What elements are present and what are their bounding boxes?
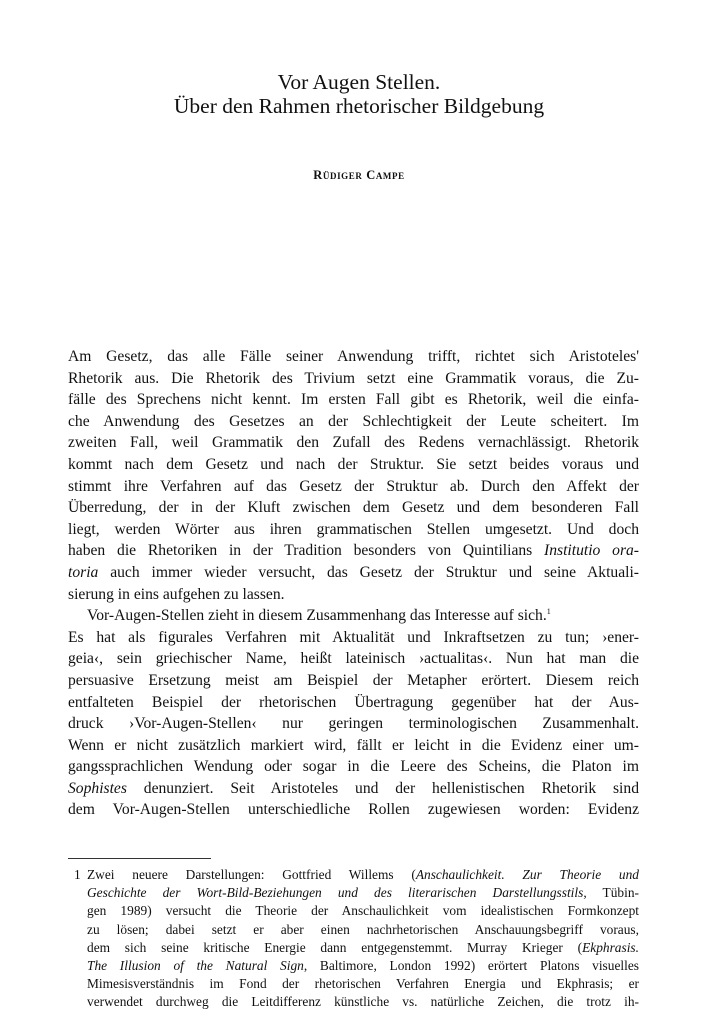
footnote-number: 1 bbox=[74, 867, 81, 882]
footnote-line bbox=[87, 866, 639, 884]
work-title-institutio: Institutio ora- bbox=[544, 542, 639, 560]
text-line bbox=[68, 562, 639, 584]
text-run: Vor-Augen-Stellen zieht in diesem Zusammenhang das Interesse auf sich. bbox=[87, 607, 547, 625]
text-line: stimmt ihre Verfahren auf das Gesetz der Struktur ab. Durch den Affekt der bbox=[68, 477, 639, 495]
text-run: , Tübin- bbox=[583, 885, 640, 901]
italic-run: Anschaulichkeit. Zur Theorie und bbox=[415, 867, 639, 882]
footnote-1 bbox=[68, 866, 639, 1012]
footnote-line: zu lösen; dabei setzt er aber einen nachrhetorischen Anschauungsbegriff voraus, bbox=[87, 921, 639, 937]
text-line: zweiten Fall, weil Grammatik den Zufall des Redens vernachlässigt. Rhetorik bbox=[68, 434, 639, 452]
work-title-sophistes: Sophistes bbox=[68, 779, 127, 797]
text-line: druck ›Vor-Augen-Stellen‹ nur geringen terminologischen Zusammenhalt. bbox=[68, 715, 639, 733]
footnote-line: gen 1989) versucht die Theorie der Anschaulichkeit vom idealistischen Formkonzept bbox=[87, 903, 639, 919]
text-run: denunziert. Seit Aristoteles und der hellenistischen Rhetorik sind bbox=[126, 779, 639, 797]
footnotes bbox=[68, 866, 639, 1012]
text-line: dem Vor-Augen-Stellen unterschiedliche Rollen zugewiesen worden: Evidenz bbox=[68, 801, 639, 819]
text-run: Zwei neuere Darstellungen: Gottfried Willems ( bbox=[87, 867, 416, 882]
text-line: che Anwendung des Gesetzes an der Schlechtigkeit der Leute scheitert. Im bbox=[68, 412, 639, 430]
text-line bbox=[68, 540, 639, 562]
italic-run: Geschichte der Wort-Bild-Beziehungen und des literarischen Darstellungsstils bbox=[87, 885, 584, 901]
paragraph-2 bbox=[68, 605, 639, 821]
footnote-line bbox=[87, 884, 639, 902]
body-text bbox=[68, 346, 639, 821]
title-line-1: Vor Augen Stellen. bbox=[277, 70, 441, 94]
work-title-oratoria: toria bbox=[68, 563, 99, 581]
title-line-2: Über den Rahmen rhetorischer Bildgebung bbox=[173, 94, 545, 118]
footnote-marker[interactable]: 1 bbox=[546, 607, 551, 617]
text-line: Rhetorik aus. Die Rhetorik des Trivium setzt eine Grammatik voraus, die Zu- bbox=[68, 369, 639, 387]
footnote-line bbox=[87, 939, 639, 957]
author-name: Rüdiger Campe bbox=[313, 168, 405, 182]
article-title bbox=[0, 70, 718, 118]
footnote-line: Mimesisverständnis im Fond der rhetorischen Verfahren Energia und Ekphrasis; er bbox=[87, 976, 639, 992]
italic-run: Ekphrasis. bbox=[582, 939, 639, 955]
text-line bbox=[68, 605, 639, 627]
text-line: Es hat als figurales Verfahren mit Aktualität und Inkraftsetzen zu tun; ›ener- bbox=[68, 628, 639, 646]
text-run: , Baltimore, London 1992) erörtert Platons visuelles bbox=[303, 958, 640, 974]
text-line: Am Gesetz, das alle Fälle seiner Anwendung trifft, richtet sich Aristoteles' bbox=[68, 348, 639, 365]
text-run: haben die Rhetoriken in der Tradition besonders von Quintilians bbox=[68, 542, 545, 560]
italic-run: The Illusion of the Natural Sign bbox=[87, 958, 304, 974]
text-line: persuasive Ersetzung meist am Beispiel der Metapher erörtert. Diesem reich bbox=[68, 671, 639, 689]
text-line: liegt, werden Wörter aus ihren grammatischen Stellen umgesetzt. Und doch bbox=[68, 520, 639, 538]
text-line: gangssprachlichen Wendung oder sogar in die Leere des Scheins, die Platon im bbox=[68, 758, 639, 776]
text-line: kommt nach dem Gesetz und nach der Struktur. Sie setzt beides voraus und bbox=[68, 455, 639, 473]
text-run: auch immer wieder versucht, das Gesetz der Struktur und seine Aktuali- bbox=[98, 563, 639, 581]
text-run: dem sich seine kritische Energie dann entgegenstemmt. Murray Krieger ( bbox=[87, 939, 583, 955]
text-line: geia‹, sein griechischer Name, heißt lateinisch ›actualitas‹. Nun hat man die bbox=[68, 650, 639, 668]
footnote-line: verwendet durchweg die Leitdifferenz künstliche vs. natürliche Zeichen, die trotz ih- bbox=[87, 994, 639, 1010]
text-line bbox=[68, 778, 639, 800]
footnote-separator bbox=[68, 858, 211, 859]
text-line: Wenn er nicht zusätzlich markiert wird, fällt er leicht in die Evidenz einer um- bbox=[68, 736, 639, 754]
text-line: entfalteten Beispiel der rhetorischen Übertragung gegenüber hat der Aus- bbox=[68, 693, 639, 711]
footnote-line bbox=[87, 957, 639, 975]
text-line: Überredung, der in der Kluft zwischen dem Gesetz und dem besonderen Fall bbox=[68, 499, 639, 517]
text-line: fälle des Sprechens nicht kennt. Im ersten Fall gibt es Rhetorik, weil die einfa- bbox=[68, 391, 639, 409]
text-line: sierung in eins aufgehen zu lassen. bbox=[68, 585, 285, 603]
paragraph-1 bbox=[68, 346, 639, 605]
